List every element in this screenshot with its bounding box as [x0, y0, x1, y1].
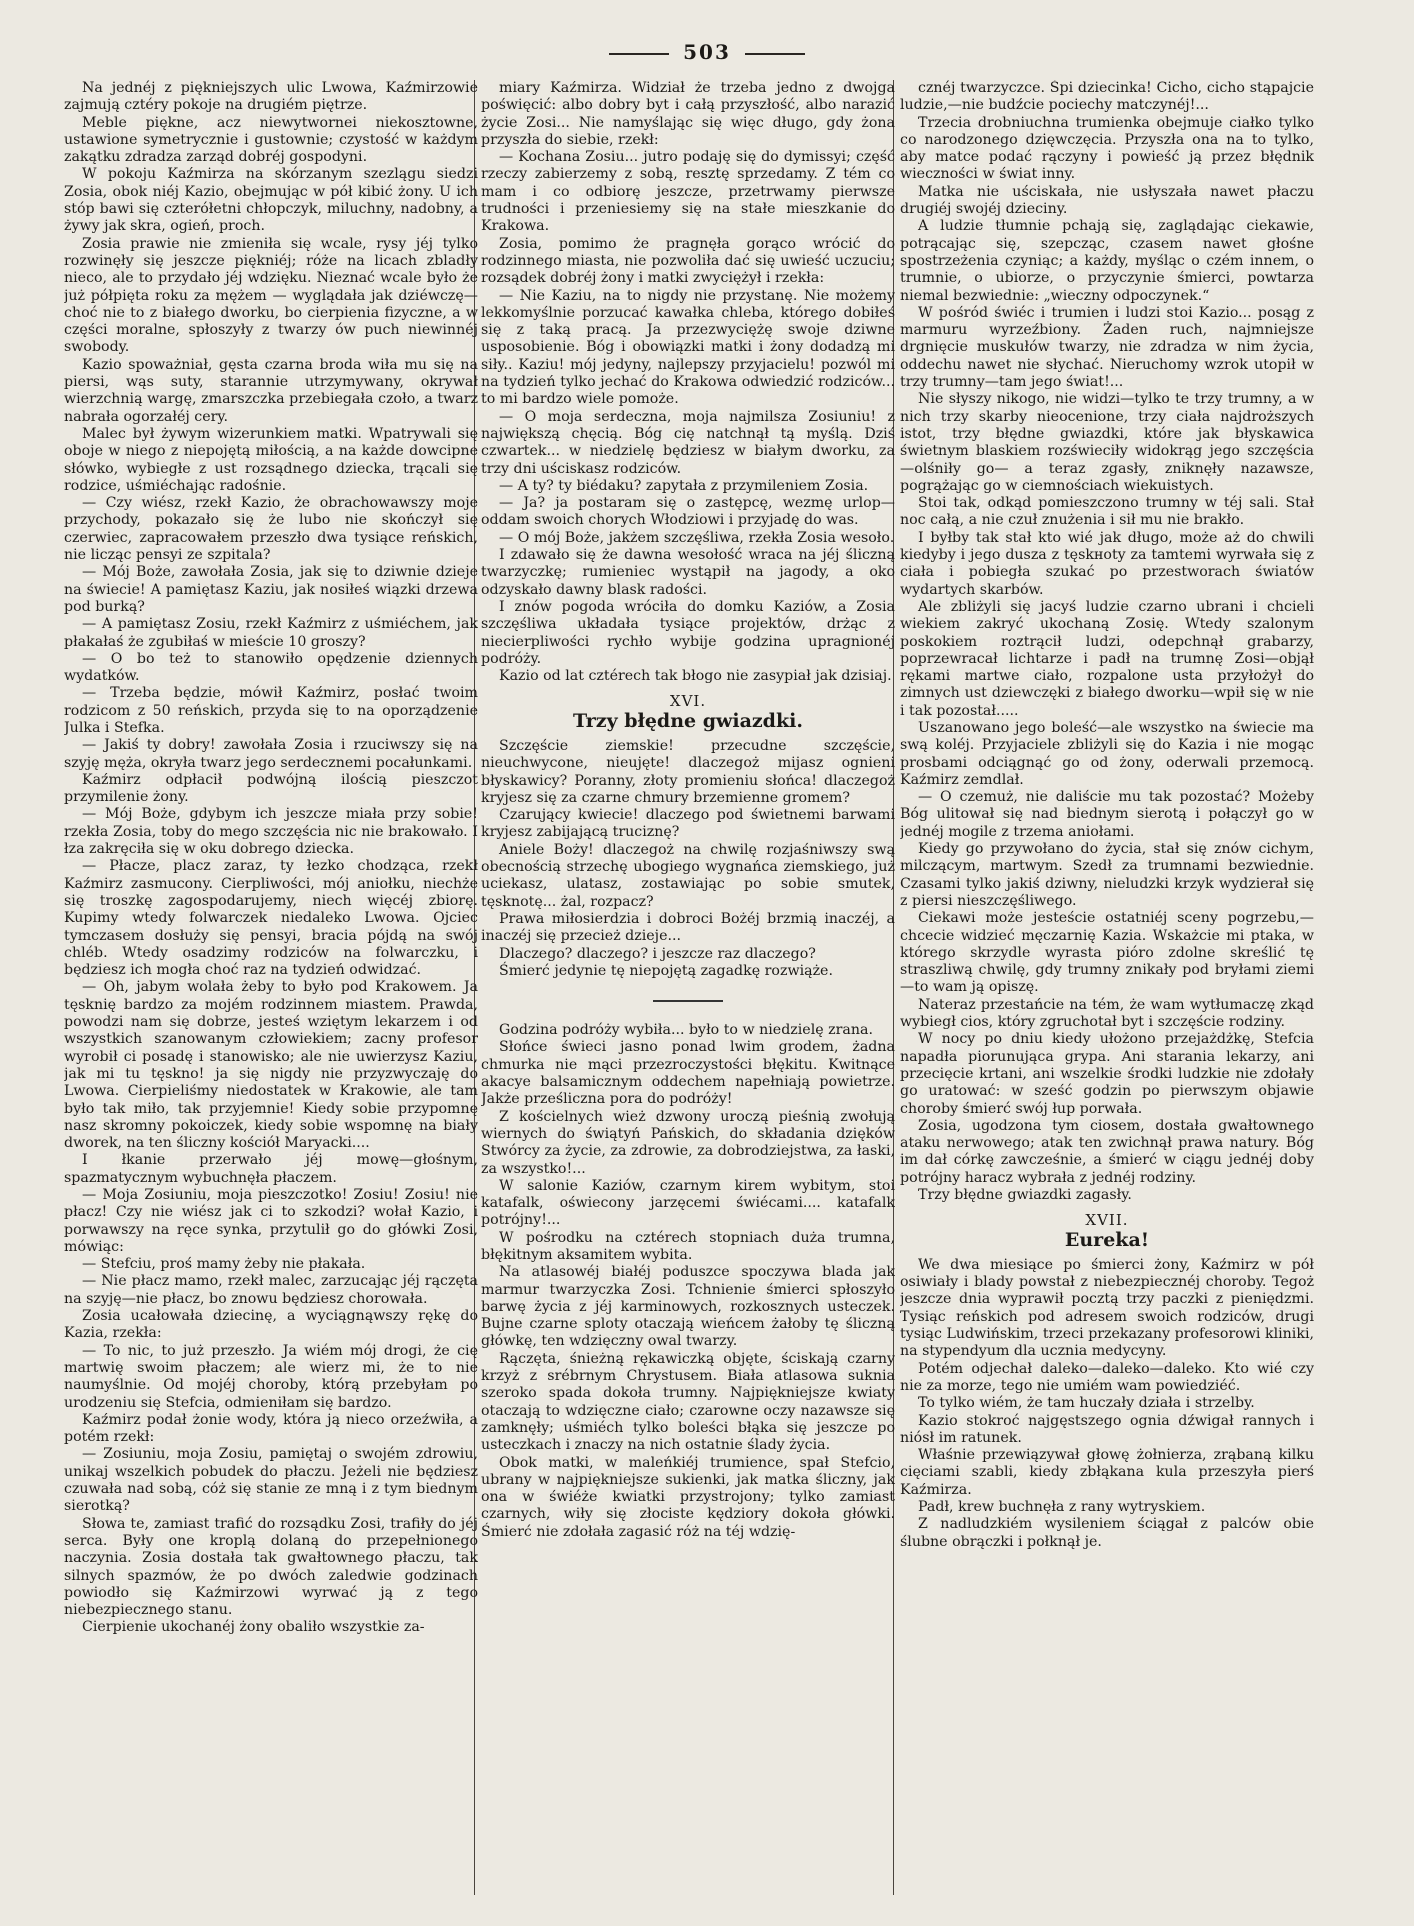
paragraph: miary Kaźmirza. Widział że trzeba jedno z dwojga poświęcić: albo dobry byt i całą przyszłość, albo narazić życie Zosi... Nie namyślając się więc długo, gdy żona przyszła do siebie, rzekł: [481, 80, 895, 148]
paragraph: — Trzeba będzie, mówił Kaźmirz, posłać twoim rodzicom z 50 reńskich, przyda się to na oporządzenie Julka i Stefka. [64, 685, 478, 736]
paragraph: — A pamiętasz Zosiu, rzekł Kaźmirz z uśmiéchem, jak płakałaś że zgubiłaś w mieście 10 groszy? [64, 616, 478, 650]
paragraph: — Stefciu, proś mamy żeby nie płakała. [82, 1256, 366, 1273]
column-3-text [900, 80, 1314, 1204]
paragraph: — O moja serdeczna, moja najmilsza Zosiuniu! z największą chęcią. Bóg cię natchnął tą myślą. Dziś czwartek... w niedzielę będziesz w białym dworku, za trzy dni uściskasz rodziców. [481, 408, 895, 477]
paragraph: Właśnie przewiązywał głowę żołnierza, zrąbaną kilku cięciami szabli, kiedy zbłąkana kula przeszyła pierś Kaźmirza. [900, 1447, 1314, 1498]
paragraph: To tylko wiém, że tam huczały działa i strzelby. [918, 1395, 1255, 1412]
paragraph: I łkanie przerwało jéj mowę—głośnym, spazmatycznym wybuchnęła płaczem. [64, 1152, 478, 1186]
column-2-lament [481, 738, 895, 980]
paragraph: Ciekawi może jesteście ostatniéj sceny pogrzebu,—chcecie widzieć męczarnię Kazia. Wskażcie mi ptaka, w którego skrzydle wyrasta pióro zdolne skreślić tę straszliwą chwilę, gdy trumny znikały pod bryłami ziemi—to wam ją opiszę. [900, 910, 1314, 996]
paragraph: Rączęta, śnieżną rękawiczką objęte, ściskają czarny krzyż z srébrnym Chrystusem. Biała atlasowa suknia szeroko spada dokoła trumny. Najpiękniejsze kwiaty otaczają to wdzięczne ciało; czarowne oczy nazawsze się zamknęły; uśmiéch tylko boleści błąka się jeszcze po usteczkach i znaczy na nich ostatnie ślady życia. [481, 1350, 895, 1454]
paragraph: A ludzie tłumnie pchają się, zaglądając ciekawie, potrącając się, szepcząc, czasem nawet głośne spostrzeżenia czyniąc; a każdy, myśląc o czém innem, o trumnie, o ubiorze, o przyczynie śmierci, powtarza niemal bezwiednie: „wieczny odpoczynek.“ [900, 218, 1314, 304]
paragraph: Matka nie uściskała, nie usłyszała nawet płaczu drugiéj swojéj dzieciny. [900, 183, 1314, 218]
paragraph: Na atlasowéj białéj poduszce spoczywa blada jak marmur twarzyczka Zosi. Tchnienie śmierci spłoszyło barwę życia z jéj karminowych, rozkosznych usteczek. Bujne czarne sploty otaczają wieńcem żałoby tę śliczną główkę, ten wdzięczny owal twarzy. [481, 1264, 895, 1350]
paragraph: — Kochana Zosiu... jutro podaję się do dymissyi; część rzeczy zabierzemy z sobą, resztę sprzedamy. Z tém co mam i co odbiorę jeszcze, przetrwamy pierwsze trudności i przeniesiemy się na stałe mieszkanie do Krakowa. [481, 149, 895, 235]
paragraph: — Mój Boże, gdybym ich jeszcze miała przy sobie! rzekła Zosia, toby do mego szczęścia nic nie brakowało. I łza zakręciła się w oku dobrego dziecka. [64, 806, 478, 858]
paragraph: Uszanowano jego boleść—ale wszystko na świecie ma swą koléj. Przyjaciele zbliżyli się do Kazia i nie mogąc prosbami odciągnąć go od żony, oderwali przemocą. Kaźmirz zemdlał. [900, 719, 1314, 788]
paragraph: — Płacze, placz zaraz, ty łezko chodząca, rzekł Kaźmirz zasmucony. Cierpliwości, mój aniołku, niechże się troszkę zagospodarujemy, niech więcéj zbiorę. Kupimy wtedy folwarczek niedaleko Lwowa. Ojciec tymczasem dosłuży się pensyi, bracia pójdą na swój chléb. Wtedy osadzimy rodziców na folwarczku, i będziesz ich mogła choć raz na tydzień odwidzać. [64, 858, 478, 979]
section-title: Eureka! [1064, 1228, 1150, 1251]
paragraph: Szczęście ziemskie! przecudne szczęście, nieuchwycone, nieujęte! dlaczegoż mijasz ognieni błyskawicy? Poranny, złoty promieniu słońca! dlaczegoż kryjesz się za czarne chmury brzemienne gromem? [481, 737, 895, 806]
paragraph: Padł, krew buchnęła z rany wytryskiem. [918, 1499, 1206, 1516]
paragraph: — Jakiś ty dobry! zawołała Zosia i rzuciwszy się na szyję męża, okryła twarz jego serdecznemi pocałunkami. [64, 737, 478, 771]
paragraph: Prawa miłosierdzia i dobroci Bożéj brzmią inaczéj, a inaczéj się przecież dzieje... [481, 910, 895, 945]
paragraph: Kazio od lat cztérech tak błogo nie zasypiał jak dzisiaj. [499, 668, 892, 685]
paragraph: Stoi tak, odkąd pomieszczono trumny w téj sali. Stał noc całą, a nie czuł znużenia i sił mu nie brakło. [900, 495, 1314, 529]
paragraph: Słońce świeci jasno ponad lwim grodem, żadna chmurka nie mąci przezroczystości błękitu. Kwitnące akacye balsamicznym oddechem napełniają powietrze. Jakże prześliczna pora do podróży! [481, 1039, 895, 1108]
paragraph: — Zosiuniu, moja Zosiu, pamiętaj o swojém zdrowiu, unikaj wszelkich pobudek do płaczu. Jeżeli nie będziesz czuwała nad sobą, cóż się stanie ze mną i z tym biednym sierotką? [64, 1446, 478, 1515]
paragraph: Aniele Boży! dlaczegoż na chwilę rozjaśniwszy swą obecnością strzechę ubogiego wygnańca ziemskiego, już uciekasz, ulatasz, zostawiając po sobie smutek, tęsknotę... żal, rozpacz? [481, 841, 895, 910]
paragraph: W pośrodku na cztérech stopniach duża trumna, błękitnym aksamitem wybita. [481, 1229, 895, 1263]
paragraph: — O bo też to stanowiło opędzenie dziennych wydatków. [64, 650, 478, 685]
paragraph: — Moja Zosiuniu, moja pieszczotko! Zosiu! Zosiu! nie płacz! Czy nie wiész jak ci to szkodzi? wołał Kazio, i porwawszy na ręce synka, przytulił go do główki Zosi, mówiąc: [64, 1187, 478, 1255]
paragraph: Nateraz przestańcie na tém, że wam wytłumaczę zkąd wybiegł cios, który zgruchotał byt i szczęście rodziny. [900, 996, 1314, 1031]
text-column-1 [64, 80, 478, 1895]
paragraph: Obok matki, w maleńkiéj trumience, spał Stefcio, ubrany w najpiękniejsze sukienki, jak matka śliczny, jak ona w świéże kwiatki przystrojony; tylko zamiast czarnych, wiły się złociste kędziory dokoła główki. Śmierć nie zdołała zagasić róż na téj wdzię- [481, 1454, 895, 1540]
section-number: XVI. [669, 692, 707, 711]
paragraph: I znów pogoda wróciła do domku Kaziów, a Zosia szczęśliwa układała tysiące projektów, drżąc z niecierpliwości rychło wybije godzina upragnionéj podróży. [481, 598, 895, 667]
paragraph: W pokoju Kaźmirza na skórzanym szezlągu siedzi Zosia, obok niéj Kazio, obejmując w pół kibić żony. U ich stóp bawi się czterółetni chłopczyk, miluchny, nadobny, a żywy jak skra, ogień, proch. [64, 166, 478, 235]
paragraph: — A ty? ty biédaku? zapytała z przymileniem Zosia. [499, 477, 869, 494]
separator-rule [653, 1000, 723, 1002]
paragraph: Potém odjechał daleko—daleko—daleko. Kto wié czy nie za morze, tego nie umiém wam powiedziéć. [900, 1360, 1314, 1394]
paragraph: Trzy błędne gwiazdki zagasły. [918, 1187, 1132, 1203]
paragraph: — O mój Boże, jakżem szczęśliwa, rzekła Zosia wesoło. [499, 529, 895, 546]
paragraph: Meble piękne, acz niewytwornei niekosztowne, ustawione symetrycznie i gustownie; czystość w każdym zakątku zdradza zarząd dobréj gospodyni. [64, 114, 478, 166]
paragraph: Kiedy go przywołano do życia, stał się znów cichym, milczącym, martwym. Szedł za trumnami bezwiednie. Czasami tylko jakiś dziwny, nieludzki krzyk wydzierał się z piersi nieszczęśliwego. [900, 841, 1314, 909]
paragraph: Malec był żywym wizerunkiem matki. Wpatrywali się oboje w niego z niepojętą miłością, a na każde dowcipne słówko, wybiegłe z ust rozsądnego dziecka, trącali się rodzice, uśmiéchając radośnie. [64, 425, 478, 494]
paragraph: I byłby tak stał kto wié jak długo, może aż do chwili kiedyby i jego dusza z tęskноty za tamtemi wyrwała się z ciała i pobiegła szukać po przestworach światów wydartych skarbów. [900, 529, 1314, 598]
paragraph: Czarujący kwiecie! dlaczego pod świetnemi barwami kryjesz zabijającą truciznę? [481, 807, 895, 841]
paragraph: — Nie Kaziu, na to nigdy nie przystanę. Nie możemy lekkomyślnie porzucać kawałka chleba, którego dobiłeś się z taką pracą. Ja przezwyciężę swoje dziwne usposobienie. Bóg i obowiązki matki i żony dodadzą mi siły.. Kaziu! mój jedyny, najlepszy przyjacielu! pozwól mi na tydzień tylko jechać do Krakowa odwiedzić rodziców... to mi bardzo wiele pomoże. [481, 287, 895, 408]
paragraph: I zdawało się że dawna wesołość wraca na jéj śliczną twarzyczkę; rumieniec wystąpił na jagody, a oko odzyskało dawny blask radości. [481, 547, 895, 598]
section-number: XVII. [1085, 1211, 1129, 1230]
paragraph: cznéj twarzyczce. Śpi dziecinka! Cicho, cicho stąpajcie ludzie,—nie budźcie pociechy matczynéj!... [900, 80, 1314, 114]
page-number: 503 [0, 40, 1414, 64]
paragraph: W nocy po dniu kiedy ułożono przejażdżkę, Stefcia napadła piorunująca grypa. Ani starania lekarzy, ani przecięcie krtani, ani wszelkie środki ludzkie nie zdołały go uratować: w sześć godzin po pierwszym objawie choroby śmierć swój łup porwała. [900, 1031, 1314, 1117]
paragraph: Śmierć jedynie tę niepojętą zagadkę rozwiąże. [499, 962, 833, 979]
column-2-funeral [481, 1022, 895, 1541]
section-title: Trzy błędne gwiazdki. [573, 709, 803, 732]
paragraph: Godzina podróży wybiła... było to w niedzielę zrana. [499, 1022, 873, 1039]
text-column-3 [900, 80, 1314, 1895]
paragraph: Z nadludzkiém wysileniem ściągał z palców obie ślubne obrączki i połknął je. [900, 1516, 1314, 1550]
paragraph: — Mój Boże, zawołała Zosia, jak się to dziwnie dzieje na świecie! A pamiętasz Kaziu, jak nosiłeś wiązki drzewa pod burką? [64, 564, 478, 615]
paragraph: Słowa te, zamiast trafić do rozsądku Zosi, trafiły do jéj serca. Były one kroplą dolaną do przepełnionego naczynia. Zosia dostała tak gwałtownego płaczu, tak silnych spazmów, że po dwóch zaledwie godzinach powiodło się Kaźmirzowi wyrwać ją z tego niebezpiecznego stanu. [64, 1515, 478, 1619]
paragraph: — O czemuż, nie daliście mu tak pozostać? Możeby Bóg ulitował się nad biednym sierotą i połączył go w jednéj mogile z trzema aniołami. [900, 789, 1314, 840]
text-column-2 [481, 80, 895, 1895]
paragraph: — Czy wiész, rzekł Kazio, że obrachowawszy moje przychody, pokazało się że lubo nie skończył się czerwiec, zapracowałem przeszło dwa tysiące reńskich, nie licząc pensyi ze szpitala? [64, 495, 478, 564]
paragraph: Dlaczego? dlaczego? i jeszcze raz dlaczego? [499, 945, 816, 962]
paragraph: Zosia, pomimo że pragnęła gorąco wrócić do rodzinnego miasta, nie pozwoliła dać się uwieść uczuciu; rozsądek dobréj żony i matki zwyciężył i rzekła: [481, 235, 895, 287]
paragraph: — To nic, to już przeszło. Ja wiém mój drogi, że cię martwię swoim płaczem; ale wierz mi, że to nie naumyślnie. Od mojéj choroby, którą przebyłam po urodzeniu się Stefcia, odmieniłam się bardzo. [64, 1342, 478, 1411]
paragraph: Kazio spoważniał, gęsta czarna broda wiła mu się na piersi, wąs suty, starannie utrzymywany, okrywał wierzchnią wargę, zmarszczka przebiegała czoło, a twarz nabrała ogorzałéj cery. [64, 356, 478, 425]
paragraph: Z kościelnych wież dzwony uroczą pieśnią zwołują wiernych do świątyń Pańskich, do składania dzięków Stwórcy za życie, za zdrowie, za dobrodziejstwa, za łaski, za wszystko!... [481, 1108, 895, 1177]
paragraph: Zosia prawie nie zmieniła się wcale, rysy jéj tylko rozwinęły się jeszcze piękniéj; róże na licach zbladły nieco, ale to przydało jéj wdzięku. Nieznać wcale było że już półpięta roku za mężem — wyglądała jak dziéwczę—choć nie to z białego dworku, bo cierpienia fizyczne, a w części moralne, spłoszyły z twarzy ów puch niewinnéj swobody. [64, 235, 478, 356]
paragraph: Nie słyszy nikogo, nie widzi—tylko te trzy trumny, a w nich trzy skarby nieocenione, trzy ciała najdroższych istot, trzy błędne gwiazdki, które jak błyskawica świetnym blaskiem rozświeciły widokrąg jego szczęścia—olśniły go— a teraz zgasły, zniknęły nazawsze, pogrążając go w ciemnościach wiekuistych. [900, 391, 1314, 494]
paragraph: Kaźmirz odpłacił podwójną ilością pieszczot przymilenie żony. [64, 771, 478, 806]
paragraph: Kazio stokroć najgęstszego ognia dźwigał rannych i niósł im ratunek. [900, 1412, 1314, 1446]
paragraph: — Oh, jabym wolała żeby to było pod Krakowem. Ja tęsknię bardzo za mojém rodzinnem miastem. Prawda, powodzi nam się dobrze, jesteś wziętym lekarzem i od wszystkich szanowanym człowiekiem; zacny profesor wyrobił ci posadę i stanowisko; ale nie uwierzysz Kaziu, jak mi tu tęskno! ja się nigdy nie przyzwyczaję do Lwowa. Cierpieliśmy niedostatek w Krakowie, ale tam było tak miło, tak przyjemnie! Kiedy sobie przypomnę nasz skromny pokoiczek, kiedy sobie wspomnę na biały dworek, na ten śliczny kościół Maryacki.... [64, 979, 478, 1152]
paragraph: — Nie płacz mamo, rzekł malec, zarzucając jéj rączęta na szyję—nie płacz, bo znowu będziesz chorowała. [64, 1273, 478, 1307]
paragraph: Zosia ucałowała dziecinę, a wyciągnąwszy rękę do Kazia, rzekła: [64, 1308, 478, 1342]
paragraph: Kaźmirz podał żonie wody, która ją nieco orzeźwiła, a potém rzekł: [64, 1411, 478, 1446]
column-3-epilogue [900, 1257, 1314, 1551]
paragraph: Trzecia drobniuchna trumienka obejmuje ciałko tylko co narodzonego dzięwczęcia. Przyszła ona na to tylko, aby matce podać rączyny i powieść ją przez błędnik wieczności w świat inny. [900, 114, 1314, 183]
paragraph: W salonie Kaziów, czarnym kirem wybitym, stoi katafalk, oświecony jarzęcemi świécami.... katafalk potrójny!... [481, 1177, 895, 1229]
paragraph: W pośród świéc i trumien i ludzi stoi Kazio... posąg z marmuru wyrzeźbiony. Żaden ruch, najmniejsze drgnięcie muskułów twarzy, nie zdradza w nim życia, oddechu nawet nie słychać. Nieruchomy wzrok utopił w trzy trumny—tam jego świat!... [900, 304, 1314, 391]
paragraph: Na jednéj z piękniejszych ulic Lwowa, Kaźmirzowie zajmują cztéry pokoje na drugiém piętrze. [64, 80, 478, 114]
paragraph: Cierpienie ukochanéj żony obaliło wszystkie za- [82, 1619, 425, 1636]
paragraph: Zosia, ugodzona tym ciosem, dostała gwałtownego ataku nerwowego; atak ten zwichnął prawa natury. Bóg im dał córkę zawcześnie, a śmierć w ciągu jednéj doby potrójny haracz wybrała z jednéj rodziny. [900, 1117, 1314, 1186]
column-2-text [481, 80, 895, 685]
paragraph: We dwa miesiące po śmierci żony, Kaźmirz w pół osiwiały i blady powstał z niebezpiecznéj choroby. Tegoż jeszcze dnia wyprawił pocztą trzy paczki z pieniędzmi. Tysiąc reńskich pod adresem swoich rodziców, drugi tysiąc Ludwińskim, trzeci przekazany profesorowi kliniki, na stypendyum dla ucznia medycyny. [900, 1256, 1314, 1360]
paragraph: Ale zbliżyli się jacyś ludzie czarno ubrani i chcieli wiekiem zakryć ukochaną Zosię. Wtedy szalonym poskokiem roztrącił ludzi, odepchnął grabarzy, poprzewracał lichtarze i padł na trumnę Zosi—objął rękami martwe ciało, rozpalone usta przyłożył do zimnych ust dziewczęki z białego dworku—wpił się w nie i tak pozostał..... [900, 598, 1314, 719]
paragraph: — Ja? ja postaram się o zastępcę, wezmę urlop—oddam swoich chorych Włodziowi i przyjadę do was. [481, 495, 895, 529]
